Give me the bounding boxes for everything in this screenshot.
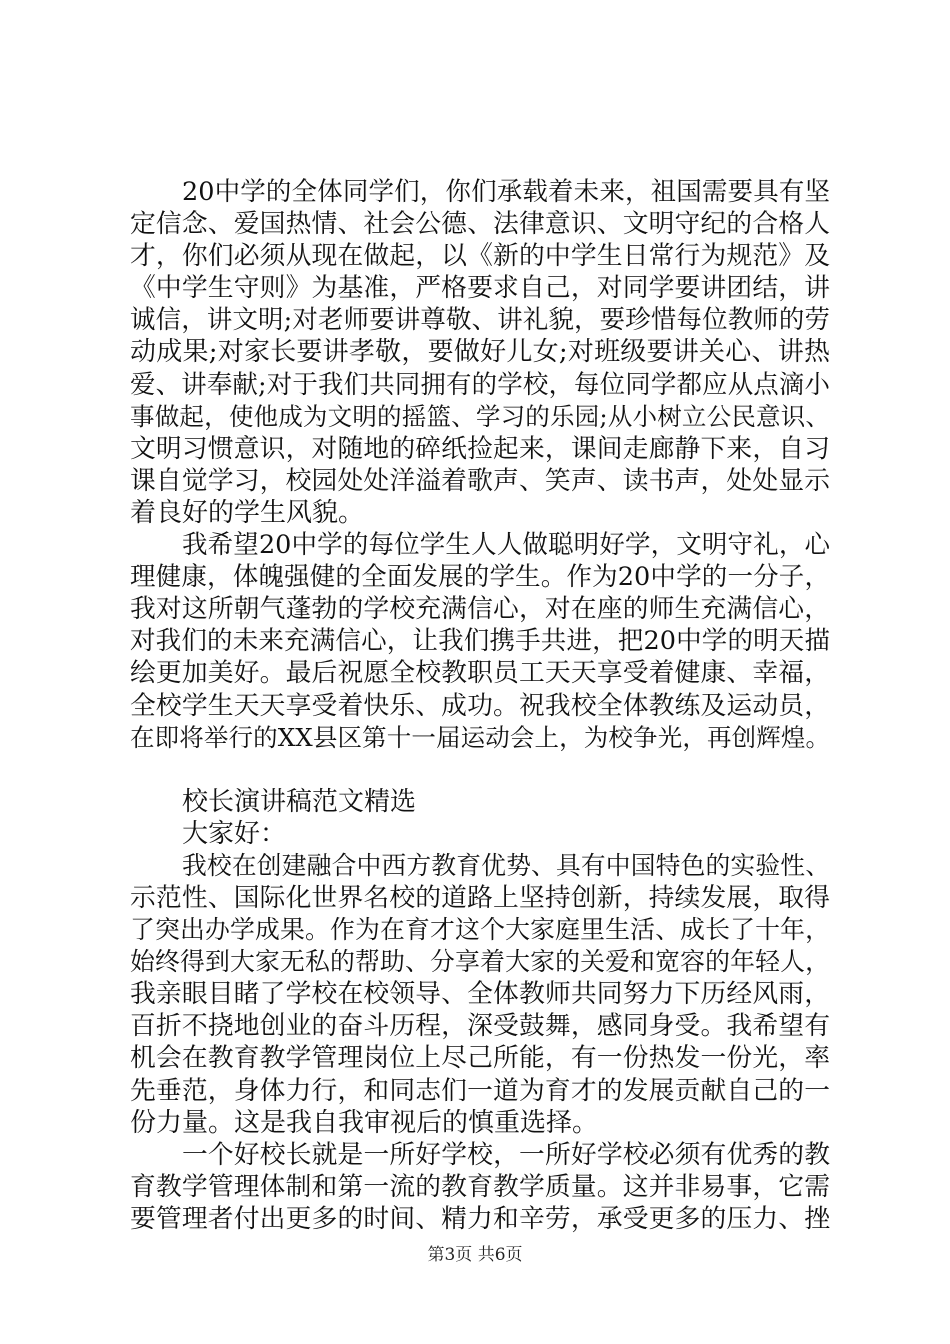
- paragraph-line: 文明习惯意识，对随地的碎纸捡起来，课间走廊静下来，自习: [130, 433, 830, 464]
- paragraph-line: 我校在创建融合中西方教育优势、具有中国特色的实验性、: [182, 850, 830, 880]
- paragraph-line: 动成果;对家长要讲孝敬，要做好儿女;对班级要讲关心、讲热: [130, 337, 830, 368]
- paragraph-line: 始终得到大家无私的帮助、分享着大家的关爱和宽容的年轻人，: [130, 947, 830, 977]
- paragraph-line: 课自觉学习，校园处处洋溢着歌声、笑声、读书声，处处显示: [130, 465, 830, 496]
- paragraph-line: 示范性、国际化世界名校的道路上坚持创新，持续发展，取得: [130, 882, 830, 913]
- paragraph-line: 先垂范，身体力行，和同志们一道为育才的发展贡献自己的一: [130, 1075, 830, 1106]
- greeting: 大家好：: [182, 818, 287, 849]
- paragraph-line: 机会在教育教学管理岗位上尽己所能，有一份热发一份光，率: [130, 1043, 830, 1074]
- document-body: [130, 176, 830, 1235]
- paragraph-wishes: [130, 529, 830, 754]
- paragraph-line: 才，你们必须从现在做起，以《新的中学生日常行为规范》及: [130, 241, 830, 272]
- paragraph-line: 20中学的全体同学们，你们承载着未来，祖国需要具有坚: [182, 177, 830, 207]
- page-footer: 第3页 共6页: [427, 1245, 523, 1265]
- paragraph-students-duties: [130, 176, 830, 529]
- paragraph-line: 了突出办学成果。作为在育才这个大家庭里生活、成长了十年，: [130, 915, 830, 945]
- paragraph-line: 育教学管理体制和第一流的教育教学质量。这并非易事，它需: [130, 1171, 830, 1202]
- paragraph-line: 爱、讲奉献;对于我们共同拥有的学校，每位同学都应从点滴小: [130, 369, 830, 400]
- paragraph-line: 事做起，使他成为文明的摇篮、学习的乐园;从小树立公民意识、: [130, 401, 830, 431]
- paragraph-line: 定信念、爱国热情、社会公德、法律意识、文明守纪的合格人: [130, 209, 830, 240]
- paragraph-line: 全校学生天天享受着快乐、成功。祝我校全体教练及运动员，: [130, 690, 830, 721]
- paragraph-good-principal: [130, 1139, 830, 1235]
- paragraph-line: 份力量。这是我自我审视后的慎重选择。: [130, 1107, 599, 1138]
- section-title: 校长演讲稿范文精选: [182, 786, 417, 817]
- paragraph-line: 我希望20中学的每位学生人人做聪明好学，文明守礼，心: [182, 530, 830, 561]
- paragraph-line: 在即将举行的XX县区第十一届运动会上，为校争光，再创辉煌。: [130, 722, 830, 752]
- paragraph-line: 我亲眼目睹了学校在校领导、全体教师共同努力下历经风雨，: [130, 979, 830, 1010]
- paragraph-line: 一个好校长就是一所好学校，一所好学校必须有优秀的教: [182, 1139, 830, 1170]
- paragraph-line: 对我们的未来充满信心，让我们携手共进，把20中学的明天描: [130, 626, 830, 657]
- paragraph-line: 着良好的学生风貌。: [130, 497, 365, 528]
- paragraph-line: 诚信，讲文明;对老师要讲尊敬、讲礼貌，要珍惜每位教师的劳: [130, 305, 830, 336]
- paragraph-line: 要管理者付出更多的时间、精力和辛劳，承受更多的压力、挫: [130, 1203, 830, 1234]
- paragraph-line: 百折不挠地创业的奋斗历程，深受鼓舞，感同身受。我希望有: [130, 1011, 830, 1042]
- paragraph-school-achievements: [130, 850, 830, 1139]
- paragraph-line: 《中学生守则》为基准，严格要求自己，对同学要讲团结，讲: [130, 273, 830, 304]
- paragraph-line: 我对这所朝气蓬勃的学校充满信心，对在座的师生充满信心，: [130, 594, 830, 625]
- blank-line: [130, 754, 830, 786]
- paragraph-line: 理健康，体魄强健的全面发展的学生。作为20中学的一分子，: [130, 562, 830, 593]
- paragraph-line: 绘更加美好。最后祝愿全校教职员工天天享受着健康、幸福，: [130, 658, 830, 689]
